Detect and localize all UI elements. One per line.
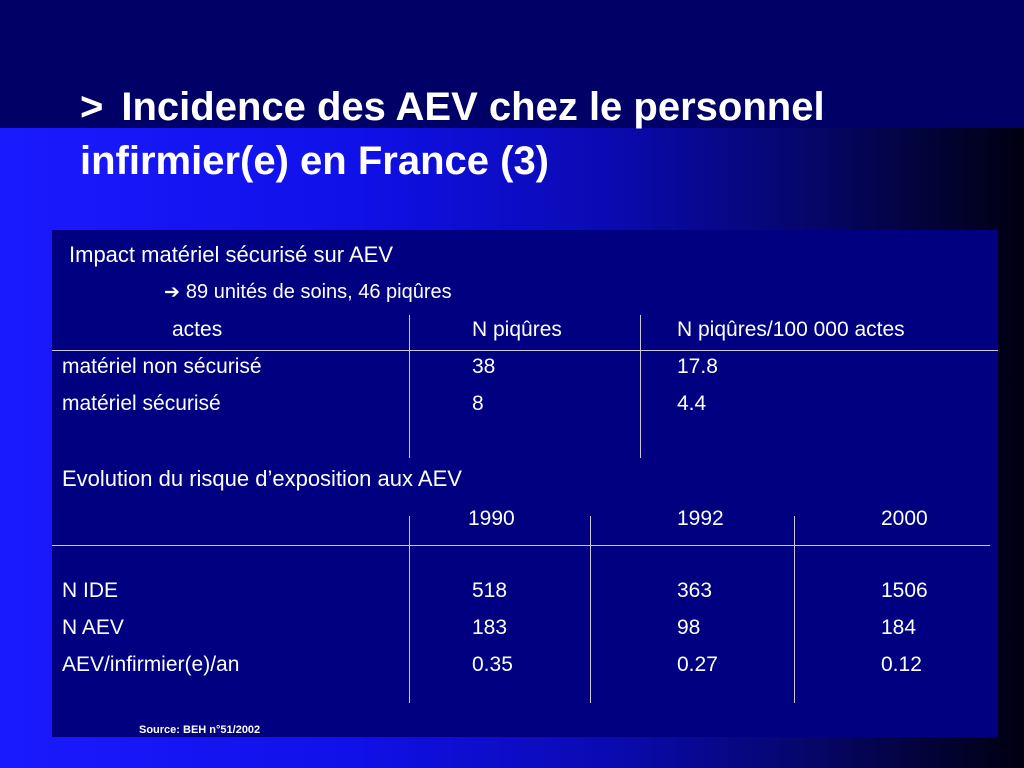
table2-row3-1992: 0.27 xyxy=(677,653,718,676)
title-bullet-icon: > xyxy=(80,85,104,129)
table1-col-header-actes: actes xyxy=(172,318,223,341)
source-note: Source: BEH n°51/2002 xyxy=(139,724,261,736)
table2-divider-1 xyxy=(409,516,410,703)
table1-row1-count: 38 xyxy=(472,355,496,378)
table1-row2-rate: 4.4 xyxy=(677,392,707,415)
table2-row2-2000: 184 xyxy=(881,616,917,639)
table1-subheading: 89 unités de soins, 46 piqûres xyxy=(185,281,452,303)
title-line-1 xyxy=(80,80,980,134)
table1-col-header-n-piqures: N piqûres xyxy=(472,318,562,341)
title-line-2: infirmier(e) en France (3) xyxy=(80,139,550,183)
title-line-1-text: Incidence des AEV chez le personnel xyxy=(121,85,825,129)
table1-subheading-row xyxy=(164,281,452,304)
table2-row1-label: N IDE xyxy=(62,579,119,602)
table1-header-divider xyxy=(52,350,998,351)
table1-col-header-rate: N piqûres/100 000 actes xyxy=(677,318,905,341)
table1-heading: Impact matériel sécurisé sur AEV xyxy=(69,242,394,267)
table2-row2-1992: 98 xyxy=(677,616,701,639)
table2-divider-3 xyxy=(794,516,795,703)
table1-row2-label: matériel sécurisé xyxy=(62,392,221,415)
table-panel xyxy=(52,230,998,737)
table2-row3-label: AEV/infirmier(e)/an xyxy=(62,653,240,676)
right-arrow-icon: ➔ xyxy=(164,282,180,303)
table2-year-1992: 1992 xyxy=(677,507,724,530)
table1-row1-rate: 17.8 xyxy=(677,355,718,378)
table2-row2-label: N AEV xyxy=(62,616,124,639)
table1-divider-1 xyxy=(409,315,410,458)
table1-row1-label: matériel non sécurisé xyxy=(62,355,262,378)
table2-row1-2000: 1506 xyxy=(881,579,928,602)
table2-row1-1992: 363 xyxy=(677,579,713,602)
slide-title xyxy=(80,80,980,188)
table2-heading: Evolution du risque d’exposition aux AEV xyxy=(62,466,462,491)
table1-row2-count: 8 xyxy=(472,392,484,415)
table2-year-1990: 1990 xyxy=(468,507,515,530)
table2-divider-2 xyxy=(590,516,591,703)
table2-row3-1990: 0.35 xyxy=(472,653,513,676)
table2-row2-1990: 183 xyxy=(472,616,508,639)
table2-header-divider xyxy=(52,545,990,546)
table1-divider-2 xyxy=(640,315,641,458)
table2-row3-2000: 0.12 xyxy=(881,653,922,676)
table2-row1-1990: 518 xyxy=(472,579,508,602)
table2-year-2000: 2000 xyxy=(881,507,928,530)
